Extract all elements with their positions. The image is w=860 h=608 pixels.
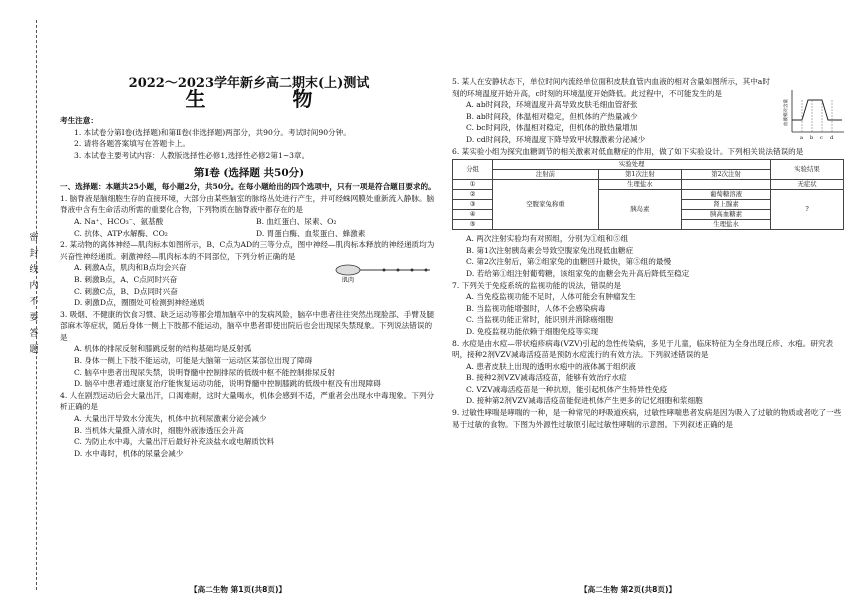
tick-label: b (810, 135, 814, 140)
table-cell: 生理盐水 (681, 220, 770, 230)
question-stem: 1. 脑脊液是脑细胞生存的直接环境，大部分由某些脑室的脉络丛处进行产生，并可经蛛网膜处重新流入静脉。脑脊液中含有生命活动所需的重要化合物，下列物质在脑脊液中都存在的是 (60, 193, 435, 215)
option: C. 刺激C点，B、D点同时兴奋 (74, 286, 178, 296)
binding-margin (0, 0, 44, 608)
page-left-column (60, 70, 438, 459)
option: B. 血红蛋白、尿素、O₂ (256, 216, 337, 226)
question-stem: 3. 吸烟、不健康的饮食习惯、缺乏运动等都会增加脑卒中的发病风险，脑卒中患者往往突然出现脸部、手臂及腿部麻木等症状，随后身体一侧上下肢都不能运动，脑卒中患者即使出院后也会出现尿失禁现象。下列说法错误的是 (60, 309, 435, 342)
option: D. 水中毒时，机体的尿量会减少 (74, 448, 184, 458)
exam-title: 2022～2023学年新乡高二期末(上)测试 (128, 76, 370, 91)
table-header: 实验结果 (771, 160, 844, 180)
question-stem: 5. 某人在安静状态下，单位时间内流经单位面积皮肤血管内血液的相对含量如图所示，其中a时刻的环境温度开始升高，c时刻的环境温度开始降低。此过程中，不可能发生的是 (452, 77, 770, 98)
table-cell: ④ (453, 210, 493, 220)
table-cell: 无症状 (771, 180, 844, 190)
question-stem: 8. 水痘是由水痘—带状疱疹病毒(VZV)引起的急性传染病，多见于儿童，临床特征为全身出现丘疹、水疱。研究表明，接种2剂VZV减毒活疫苗是预防水痘流行的有效方法。下列叙述错误的是 (452, 338, 834, 360)
option: C. VZV减毒活疫苗是一种抗原，能引起机体产生特异性免疫 (466, 384, 668, 394)
table-cell: 空腹家兔称重 (493, 180, 598, 230)
option: A. 当免疫监视功能不足时，人体可能会有肿瘤发生 (466, 292, 636, 302)
table-cell: ? (771, 190, 844, 230)
table-cell: 胰岛素 (598, 190, 681, 230)
question-stem: 2. 某动物的离体神经—肌肉标本如图所示，B、C点为AD的三等分点，图中神经—肌肉标本释放的神经递质均为兴奋性神经递质。刺激神经—肌肉标本的不同部位，下列分析正确的是 (60, 240, 435, 261)
table-header: 分组 (453, 160, 493, 180)
option: A. 刺激A点，肌肉和B点均会兴奋 (74, 263, 187, 273)
option: C. 抗体、ATP水解酶、CO₂ (74, 228, 168, 238)
experiment-table (452, 159, 844, 230)
nerve-muscle-figure (334, 262, 434, 284)
option: B. 第1次注射胰岛素会导致空腹家兔出现低血糖症 (466, 245, 634, 255)
option: B. 当机体大量摄入清水时，细胞外液渗透压会升高 (74, 425, 244, 435)
question-stem: 6. 某实验小组为探究血糖调节的相关激素对低血糖症的作用，做了如下实验设计。下列相关说法错误的是 (452, 146, 804, 156)
blood-content-graph (782, 86, 846, 140)
figure-label: 肌肉 (342, 277, 355, 285)
option: D. cd时间段，环境温度下降导致甲状腺激素分泌减少 (466, 134, 646, 144)
option: D. 胃蛋白酶、血浆蛋白、蜂激素 (256, 228, 366, 238)
option: B. 刺激B点，A、C点同时兴奋 (74, 274, 178, 284)
table-cell: 葡萄糖溶液 (681, 190, 770, 200)
notice-item: 2. 请将各题答案填写在答题卡上。 (74, 139, 190, 149)
option: C. 为防止水中毒，大量出汗后最好补充淡盐水或电解质饮料 (74, 437, 275, 447)
page-footer-right: 【高二生物 第2页(共8页)】 (580, 585, 677, 594)
table-cell: 胰高血糖素 (681, 210, 770, 220)
option: C. 第2次注射后，第②组家兔的血糖回升最快，第⑤组的最慢 (466, 257, 672, 267)
table-cell: ① (453, 180, 493, 190)
option-row (60, 216, 438, 228)
table-cell (681, 180, 770, 190)
option-row (60, 228, 438, 240)
seal-label: 密封线内不要答题 (29, 233, 39, 355)
exam-subject: 生 物 (185, 86, 353, 111)
page-footer-left: 【高二生物 第1页(共8页)】 (190, 585, 287, 594)
section-title: 第Ⅰ卷 (选择题 共50分) (193, 166, 305, 179)
option: B. 身体一侧上下肢不能运动，可能是大脑第一运动区某部位出现了障碍 (74, 356, 313, 366)
option: A. 患者皮肤上出现的透明水疱中的液体属于组织液 (466, 361, 636, 371)
option: D. 刺激D点，圈圈处可检测到神经递质 (74, 298, 205, 308)
table-header: 实验处理 (493, 160, 771, 170)
tick-label: a (800, 135, 803, 140)
table-cell: ③ (453, 200, 493, 210)
notice-heading: 考生注意： (60, 116, 98, 126)
option: C. bc时间段，体温相对稳定，但机体的散热量增加 (466, 123, 638, 133)
option: A. Na⁺、HCO₃⁻、氨基酸 (74, 216, 164, 226)
option: D. 脑卒中患者通过康复治疗能恢复运动功能，说明脊髓中控制膝跳的低级中枢没有出现障碍 (74, 379, 381, 389)
option: D. 接种第2剂VZV减毒活疫苗能促进机体产生更多的记忆细胞和浆细胞 (466, 396, 703, 406)
table-cell: 生理盐水 (598, 180, 681, 190)
question-stem: 4. 人在剧烈运动后会大量出汗，口渴难耐，这时大量喝水，机体会感到不适，严重者会出现水中毒现象。下列分析正确的是 (60, 390, 435, 412)
section-instruction: 一、选择题：本题共25小题，每小题2分，共50分。在每小题给出的四个选项中，只有一项是符合题目要求的。 (60, 182, 436, 192)
notice-item: 1. 本试卷分第Ⅰ卷(选择题)和第Ⅱ卷(非选择题)两部分，共90分。考试时间90分钟。 (74, 127, 351, 137)
option: B. ab时间段，体温相对稳定，但机体的产热量减少 (466, 111, 638, 121)
option: A. 两次注射实验均有对照组，分别为①组和⑤组 (466, 234, 629, 244)
tick-label: c (820, 135, 823, 140)
table-header: 第2次注射 (681, 170, 770, 180)
graph-ylabel: 血液相对含量 (784, 99, 789, 126)
question-stem: 9. 过敏性哮喘是哮喘的一种，是一种常见的呼吸道疾病，过敏性哮喘患者发病是因为吸入了过敏的物质或者吃了一些易于过敏的食物。下图为外源性过敏原引起过敏性哮喘的示意图。下列叙述正确的是 (452, 408, 842, 429)
table-header: 注射前 (493, 170, 598, 180)
option: A. 大量出汗导致水分流失，机体中抗利尿激素分泌会减少 (74, 414, 267, 424)
option: C. 脑卒中患者出现尿失禁，说明脊髓中控制排尿的低级中枢不能控制排尿反射 (74, 367, 335, 377)
option: A. 机体的排尿反射和膝跳反射的结构基础均是反射弧 (74, 344, 252, 354)
question-stem: 7. 下列关于免疫系统的监视功能的说法，错误的是 (452, 280, 622, 290)
option: B. 当监视功能增强时，人体不会感染病毒 (466, 303, 606, 313)
table-header: 第1次注射 (598, 170, 681, 180)
option: A. ab时间段，环境温度升高导致皮肤毛细血管舒张 (466, 100, 638, 110)
question-2-block (60, 262, 438, 308)
table-cell: ⑤ (453, 220, 493, 230)
option: D. 免疫监视功能依赖于细胞免疫等实现 (466, 326, 599, 336)
tick-label: d (830, 135, 834, 140)
table-cell: 肾上腺素 (681, 200, 770, 210)
option: B. 接种2剂VZV减毒活疫苗，能够有效治疗水痘 (466, 373, 627, 383)
table-cell: ② (453, 190, 493, 200)
notice-item: 3. 本试卷主要考试内容：人教版选择性必修1,选择性必修2第1~3章。 (74, 150, 310, 160)
option: D. 若给第①组注射葡萄糖，该组家兔的血糖会先升高后降低至稳定 (466, 268, 690, 278)
option: C. 当监视功能正常时，能识别并消除癌细胞 (466, 315, 614, 325)
